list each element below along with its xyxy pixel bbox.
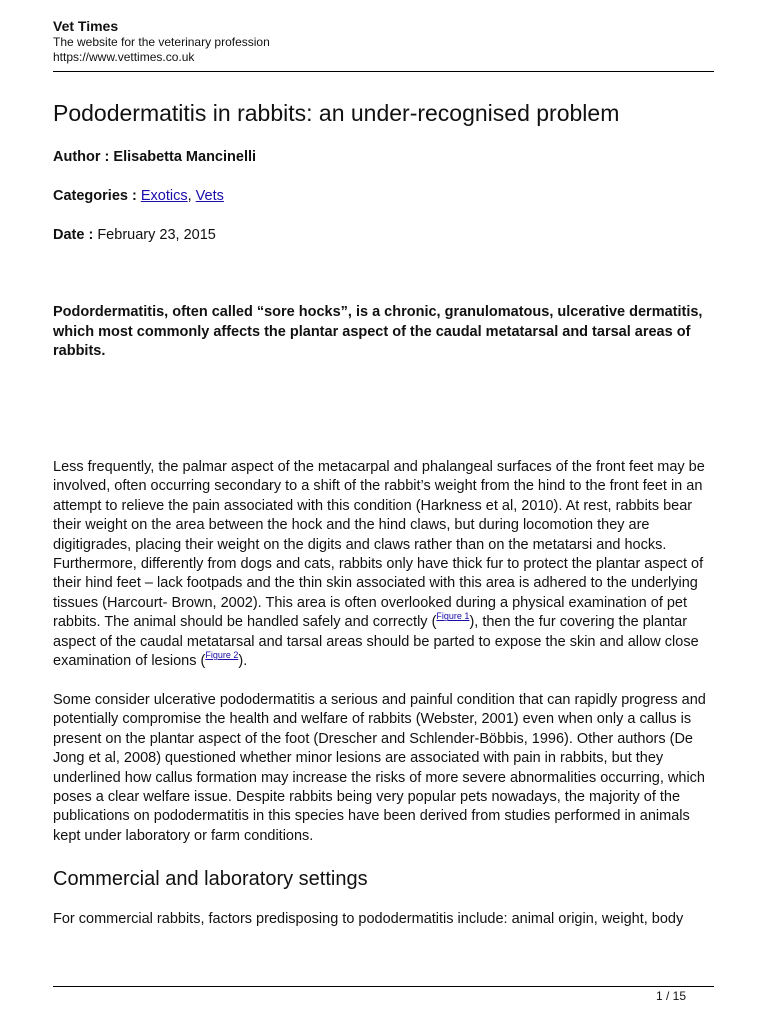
date-line [53, 226, 216, 244]
figure-1-link[interactable]: Figure 1 [436, 611, 470, 622]
footer-divider [53, 986, 714, 987]
page-number: 1 / 15 [655, 989, 686, 1003]
body-paragraph-1 [53, 458, 718, 671]
author-label: Author : [53, 149, 110, 165]
date-label: Date : [53, 227, 94, 243]
lead-paragraph: Podordermatitis, often called “sore hocks”, is a chronic, granulomatous, ulcerative dermatitis, which most commonly affects the plantar aspect of the caudal metatarsal and tarsal areas of rabbits. [53, 304, 703, 359]
date-value: February 23, 2015 [97, 227, 216, 243]
site-name: Vet Times [53, 18, 119, 34]
article-title: Pododermatitis in rabbits: an under-recognised problem [53, 100, 620, 126]
categories-line [53, 187, 224, 205]
body-paragraph-2: Some consider ulcerative pododermatitis a serious and painful condition that can rapidly progress and potentially compromise the health and welfare of rabbits (Webster, 2001) even when only a callus is present on the plantar aspect of the foot (Drescher and Schlender-Böbbis, 1996). Other authors (De Jong et al, 2008) questioned whether minor lesions are associated with pain in rabbits, but they underlined how callus formation may increase the risks of more severe abnormalities occurring, which poses a clear welfare issue. Despite rabbits being very popular pets nowadays, the majority of the publications on pododermatitis in this species have been derived from studies performed in animals kept under laboratory or farm conditions. [53, 692, 706, 844]
section-heading: Commercial and laboratory settings [53, 868, 368, 890]
page-header [53, 18, 715, 65]
author-name: Elisabetta Mancinelli [113, 149, 257, 165]
categories-label: Categories : [53, 188, 137, 204]
paragraph-text: ), then the fur covering the plantar aspect of the caudal metatarsal and tarsal areas should be parted to expose the skin and allow close examination of lesions ( [53, 614, 699, 670]
category-link-vets[interactable]: Vets [195, 188, 224, 204]
body-paragraph-3: For commercial rabbits, factors predisposing to pododermatitis include: animal origin, weight, body [53, 911, 684, 927]
category-link-exotics[interactable]: Exotics [140, 188, 188, 204]
figure-2-link[interactable]: Figure 2 [205, 650, 239, 661]
site-tagline: The website for the veterinary profession [53, 35, 270, 49]
category-separator: , [187, 188, 192, 204]
site-url: https://www.vettimes.co.uk [53, 50, 195, 64]
paragraph-text: ). [238, 653, 248, 670]
header-divider [53, 71, 714, 72]
author-line [53, 148, 256, 166]
paragraph-text: Less frequently, the palmar aspect of the metacarpal and phalangeal surfaces of the front feet may be involved, often occurring secondary to a shift of the rabbit’s weight from the hind to the front feet in an attempt to relieve the pain associated with this condition (Harkness et al, 2010). At rest, rabbits bear their weight on the area between the hock and the hind claws, but during locomotion they are digitigrades, placing their weight on the digits and claws rather than on the metatarsi and hocks. Furthermore, differently from dogs and cats, rabbits only have thick fur to protect the plantar aspect of their hind feet – lack footpads and the thin skin associated with this area is adhered to the underlying tissues (Harcourt- Brown, 2002). This area is often overlooked during a physical examination of pet rabbits. The animal should be handled safely and correctly ( [53, 459, 705, 631]
